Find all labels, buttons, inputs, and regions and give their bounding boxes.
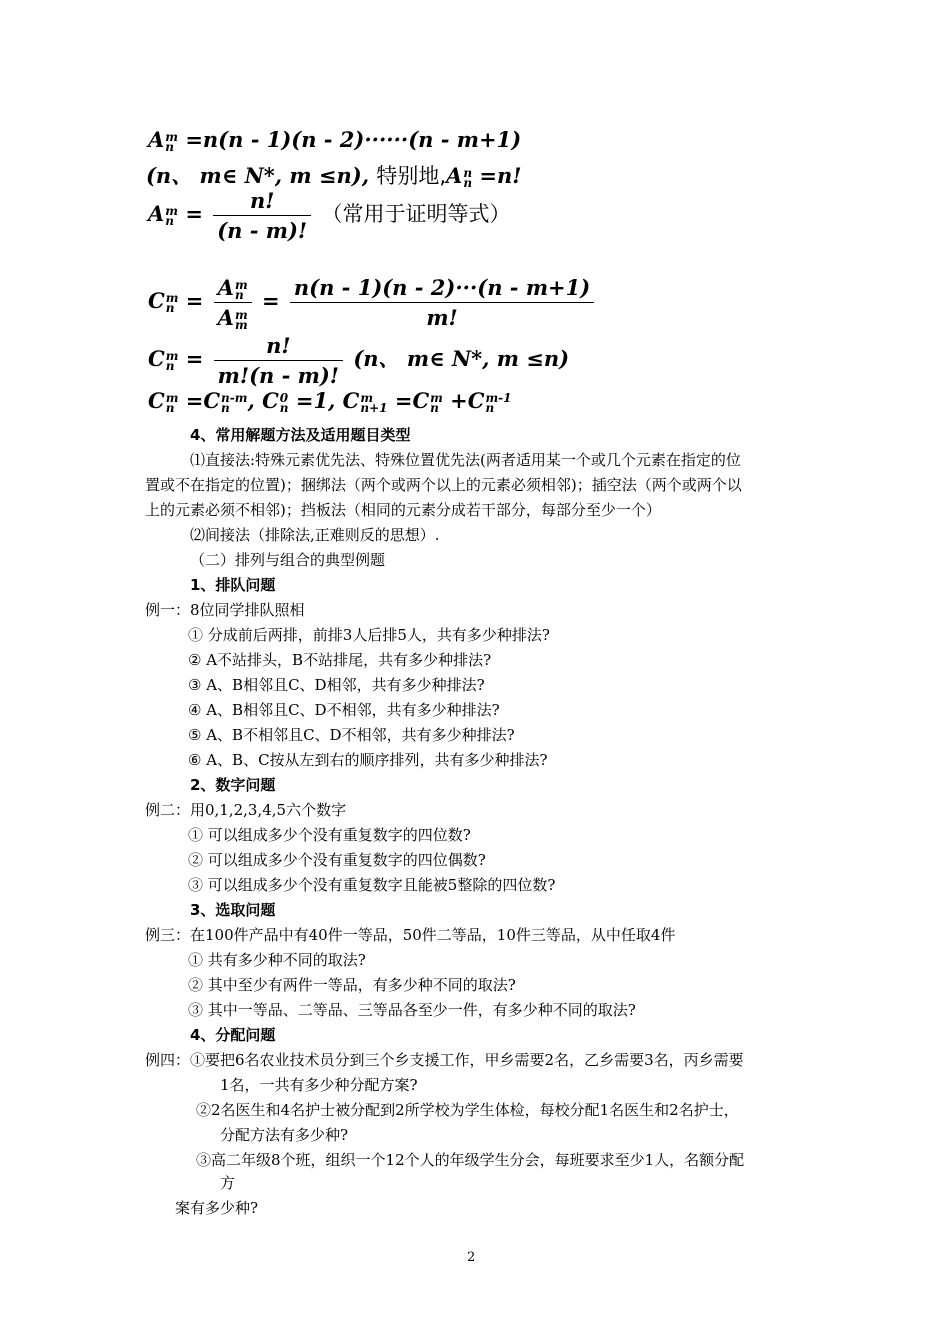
question-item: ② 其中至少有两件一等品，有多少种不同的取法? <box>188 976 516 994</box>
methods-paragraph-line: 置或不在指定的位置)；捆绑法（两个或两个以上的元素必须相邻)；插空法（两个或两个以 <box>145 476 742 494</box>
special-case-label: 特别地, <box>376 164 447 188</box>
question-item: 方 <box>220 1174 236 1192</box>
question-item: ③ A、B相邻且C、D相邻，共有多少种排法? <box>188 676 485 694</box>
permutation-formula-rhs: =n(n - 1)(n - 2)······(n - m+1) <box>185 127 522 152</box>
question-item: ① 分成前后两排，前排3人后排5人，共有多少种排法? <box>188 626 550 644</box>
question-item: 1名，一共有多少种分配方案? <box>220 1076 418 1094</box>
question-intro: 例二：用0,1,2,3,4,5六个数字 <box>145 801 347 819</box>
question-item: 分配方法有多少种? <box>220 1126 349 1144</box>
question-item: ① 共有多少种不同的取法? <box>188 951 366 969</box>
page-number: 2 <box>467 1250 476 1265</box>
question-item: ③ 可以组成多少个没有重复数字且能被5整除的四位数? <box>188 876 556 894</box>
question-item: ⑤ A、B不相邻且C、D不相邻，共有多少种排法? <box>188 726 515 744</box>
permutation-factorial-formula: A m n = $\frac{n!}{(n - m)!}$ （常用于证明等式） <box>148 188 511 243</box>
question-heading: 3、选取问题 <box>190 901 276 919</box>
permutation-condition: (n、 m∈ N*, m ≤n), 特别地,A n n =n! <box>146 163 522 190</box>
methods-paragraph-line: ⑴直接法:特殊元素优先法、特殊位置优先法(两者适用某一个或几个元素在指定的位 <box>190 451 741 469</box>
question-heading: 2、数字问题 <box>190 776 276 794</box>
question-item: ②2名医生和4名护士被分配到2所学校为学生体检，每校分配1名医生和2名护士， <box>196 1101 739 1119</box>
question-item: ⑥ A、B、C按从左到右的顺序排列，共有多少种排法? <box>188 751 548 769</box>
methods-paragraph-line: ⑵间接法（排除法,正难则反的思想）. <box>190 526 440 544</box>
question-item: ③高二年级8个班，组织一个12个人的年级学生分会，每班要求至少1人，名额分配 <box>196 1151 745 1169</box>
section-heading-methods: 4、常用解题方法及适用题目类型 <box>190 426 411 444</box>
question-item: ① 可以组成多少个没有重复数字的四位数? <box>188 826 471 844</box>
combination-properties: C m n =C n-m n , C 0 n =1, C m n+1 =C m n +C m-1 n <box>148 388 512 415</box>
question-heading: 1、排队问题 <box>190 576 276 594</box>
question-item: ② A不站排头，B不站排尾，共有多少种排法? <box>188 651 492 669</box>
part-title: （二）排列与组合的典型例题 <box>190 551 386 569</box>
formula-note: （常用于证明等式） <box>321 202 511 226</box>
question-item: 例四：①要把6名农业技术员分到三个乡支援工作，甲乡需要2名，乙乡需要3名，丙乡需要 <box>145 1051 744 1069</box>
methods-paragraph-line: 上的元素必须不相邻)；挡板法（相同的元素分成若干部分，每部分至少一个） <box>145 501 661 519</box>
question-item: ② 可以组成多少个没有重复数字的四位偶数? <box>188 851 486 869</box>
combination-factorial-formula: C m n = $\frac{n!}{m!(n - m)!}$ (n、 m∈ N*, m ≤n) <box>148 333 570 388</box>
question-item: 案有多少种? <box>175 1199 259 1217</box>
combination-formula: C m n = A m n A m m = $\frac{n(n - 1)(n - 2)\cdot\cdot\cdot(n - m+1)}{m!}$ <box>148 275 597 330</box>
permutation-formula: A m n =n(n - 1)(n - 2)······(n - m+1) <box>148 127 522 154</box>
question-intro: 例三：在100件产品中有40件一等品，50件二等品，10件三等品，从中任取4件 <box>145 926 676 944</box>
question-item: ④ A、B相邻且C、D不相邻，共有多少种排法? <box>188 701 500 719</box>
question-intro: 例一：8位同学排队照相 <box>145 601 305 619</box>
question-heading: 4、分配问题 <box>190 1026 276 1044</box>
question-item: ③ 其中一等品、二等品、三等品各至少一件，有多少种不同的取法? <box>188 1001 636 1019</box>
